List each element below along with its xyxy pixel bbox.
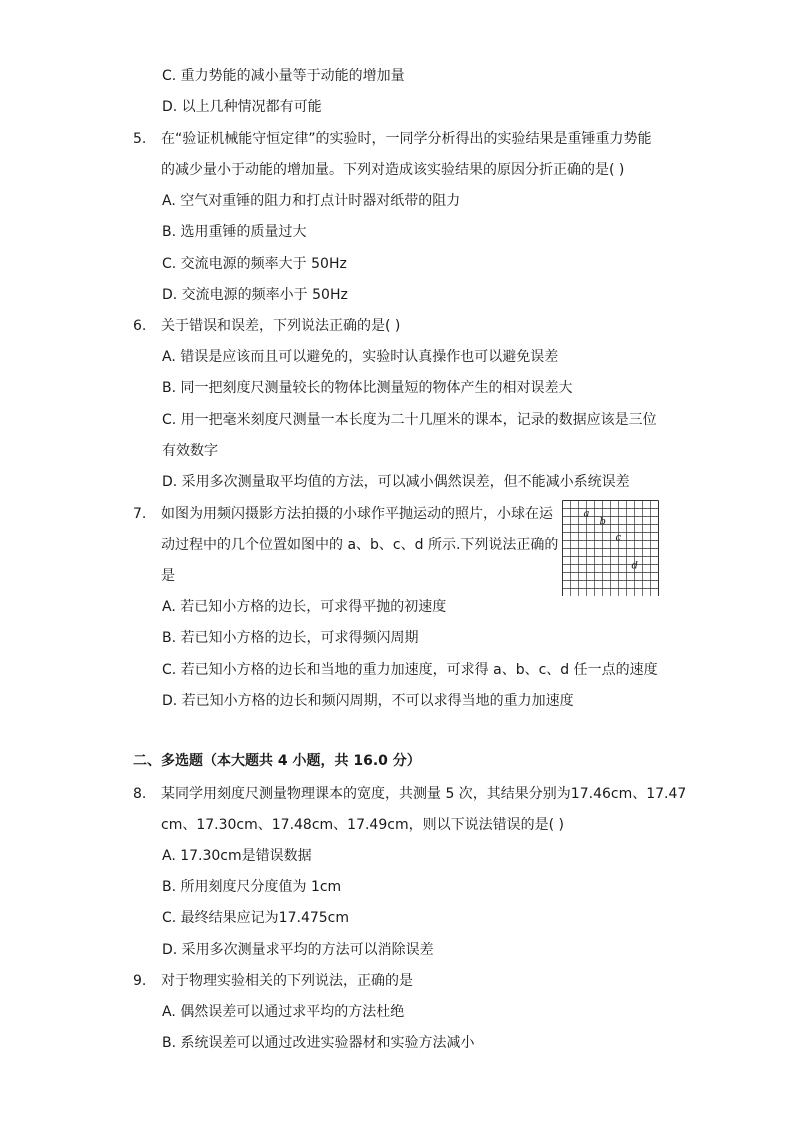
option-a: A. 若已知小方格的边长，可求得平抛的初速度 <box>162 599 447 615</box>
question-number: 7. <box>133 506 147 522</box>
point-label-d: d <box>631 560 638 572</box>
option-c-continued: 有效数字 <box>162 443 218 459</box>
grid-figure-svg <box>562 500 659 596</box>
option-c: C. 最终结果应记为17.475cm <box>162 910 349 926</box>
question-text: 如图为用频闪摄影方法拍摄的小球作平抛运动的照片，小球在运 <box>161 506 553 522</box>
question-number: 6. <box>133 318 147 334</box>
option-c: C. 用一把毫米刻度尺测量一本长度为二十几厘米的课本，记录的数据应该是三位 <box>162 412 657 428</box>
question-number: 9. <box>133 973 147 989</box>
option-b: B. 所用刻度尺分度值为 1cm <box>162 879 342 895</box>
question-text: cm、17.30cm、17.48cm、17.49cm，则以下说法错误的是( ) <box>161 817 564 833</box>
question-text: 的减少量小于动能的增加量。下列对造成该实验结果的原因分折正确的是( ) <box>161 162 625 178</box>
question-text: 动过程中的几个位置如图中的 a、b、c、d 所示.下列说法正确的 <box>161 537 559 553</box>
flash-photo-grid-figure <box>562 500 659 596</box>
point-label-c: c <box>615 532 622 544</box>
option-d: D. 采用多次测量求平均的方法可以消除误差 <box>162 942 434 958</box>
option-a: A. 17.30cm是错误数据 <box>162 848 312 864</box>
option-a: A. 空气对重锤的阻力和打点计时器对纸带的阻力 <box>162 193 461 209</box>
question-text: 关于错误和误差，下列说法正确的是( ) <box>161 318 401 334</box>
option-a: A. 错误是应该而且可以避免的，实验时认真操作也可以避免误差 <box>162 349 559 365</box>
option-b: B. 同一把刻度尺测量较长的物体比测量短的物体产生的相对误差大 <box>162 380 573 396</box>
question-number: 5. <box>133 131 147 147</box>
option-c: C. 若已知小方格的边长和当地的重力加速度，可求得 a、b、c、d 任一点的速度 <box>162 662 658 678</box>
point-label-a: a <box>583 508 590 520</box>
option-b: B. 系统误差可以通过改进实验器材和实验方法减小 <box>162 1035 475 1051</box>
option-d: D. 若已知小方格的边长和频闪周期，不可以求得当地的重力加速度 <box>162 693 574 709</box>
point-label-b: b <box>599 516 606 528</box>
option-d: D. 采用多次测量取平均值的方法，可以减小偶然误差，但不能减小系统误差 <box>162 474 630 490</box>
question-number: 8. <box>133 786 147 802</box>
option-b: B. 选用重锤的质量过大 <box>162 224 307 240</box>
option-c: C. 交流电源的频率大于 50Hz <box>162 256 347 272</box>
question-text: 某同学用刻度尺测量物理课本的宽度，共测量 5 次，其结果分别为17.46cm、17.47 <box>161 786 687 802</box>
option-a: A. 偶然误差可以通过求平均的方法杜绝 <box>162 1004 405 1020</box>
question-text: 在“验证机械能守恒定律”的实验时，一同学分析得出的实验结果是重锤重力势能 <box>161 131 652 147</box>
question-text: 是 <box>161 568 175 584</box>
q4-option-c: C. 重力势能的减小量等于动能的增加量 <box>162 68 405 84</box>
section-heading: 二、多选题（本大题共 4 小题，共 16.0 分） <box>133 753 421 769</box>
q4-option-d: D. 以上几种情况都有可能 <box>162 99 322 115</box>
question-text: 对于物理实验相关的下列说法，正确的是 <box>161 973 413 989</box>
option-b: B. 若已知小方格的边长，可求得频闪周期 <box>162 630 419 646</box>
option-d: D. 交流电源的频率小于 50Hz <box>162 287 348 303</box>
